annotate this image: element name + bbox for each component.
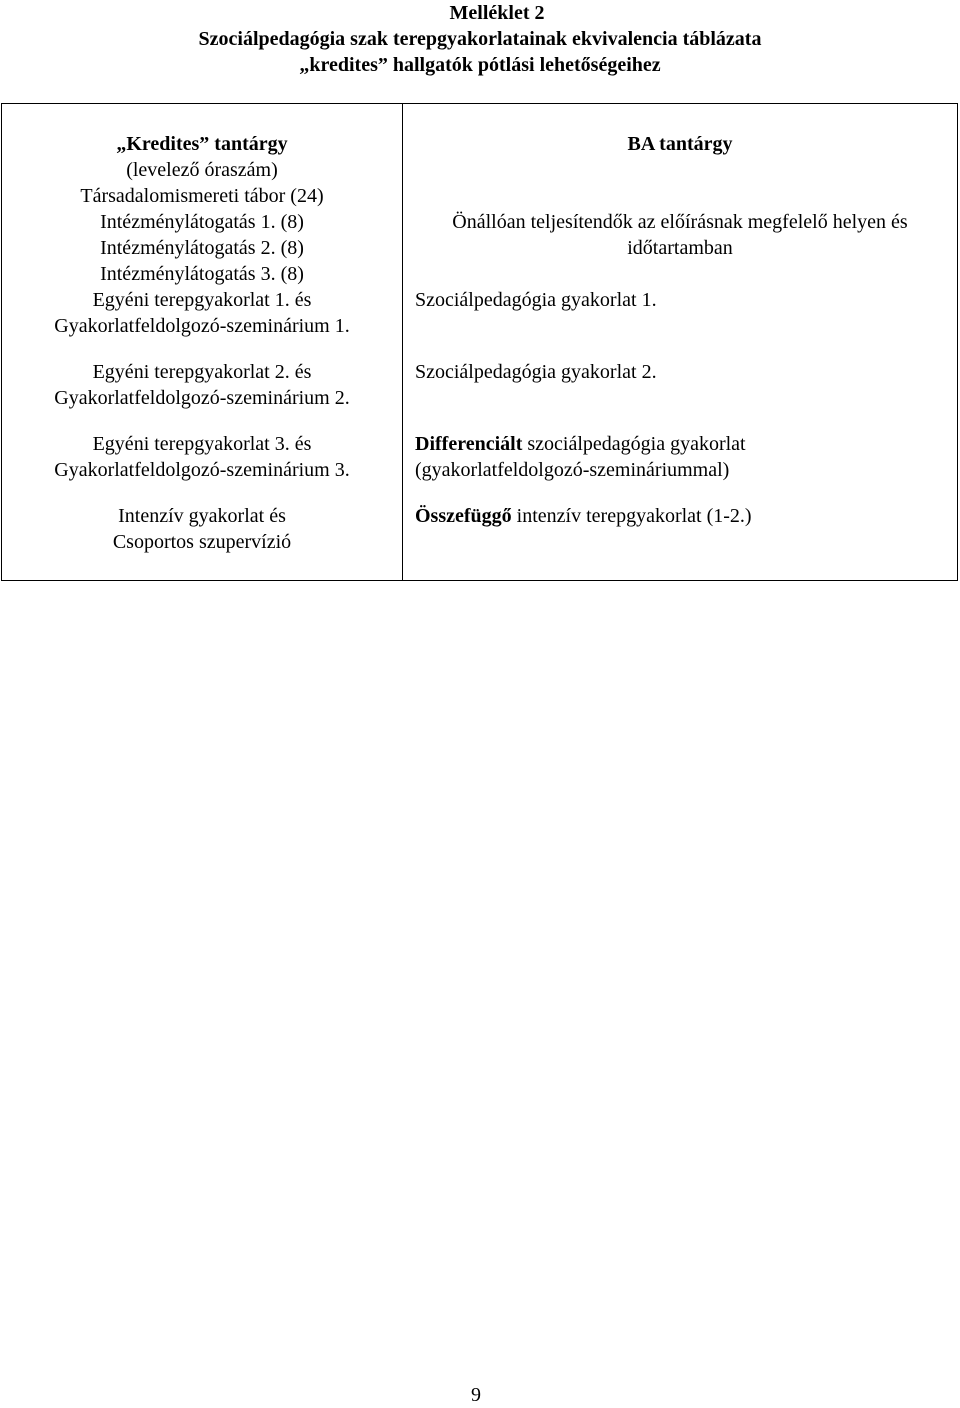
kredites-item: Intézménylátogatás 3. (8) xyxy=(100,263,304,285)
ba-note-line: időtartamban xyxy=(627,237,733,259)
ba-item: Szociálpedagógia gyakorlat 1. xyxy=(415,289,657,311)
kredites-item: Társadalomismereti tábor (24) xyxy=(80,185,324,207)
equivalence-table xyxy=(1,103,958,581)
ba-item-emphasis: Összefüggő xyxy=(415,505,512,527)
annex-label: Melléklet 2 xyxy=(449,2,545,24)
ba-item xyxy=(403,431,957,457)
kredites-column-subheading: (levelező óraszám) xyxy=(126,159,278,181)
document-title-block xyxy=(0,0,960,78)
ba-item-text: intenzív terepgyakorlat (1-2.) xyxy=(511,505,752,527)
ba-item-emphasis: Differenciált xyxy=(415,433,523,455)
document-subtitle: „kredites” hallgatók pótlási lehetőségeihez xyxy=(299,54,661,76)
page-number: 9 xyxy=(471,1384,481,1406)
kredites-item: Egyéni terepgyakorlat 2. és xyxy=(92,361,312,383)
ba-note-line: Önállóan teljesítendők az előírásnak megfelelő helyen és xyxy=(452,211,908,233)
kredites-item: Gyakorlatfeldolgozó-szeminárium 3. xyxy=(54,459,350,481)
kredites-item: Intézménylátogatás 1. (8) xyxy=(100,211,304,233)
kredites-item: Egyéni terepgyakorlat 3. és xyxy=(92,433,312,455)
ba-item-text: szociálpedagógia gyakorlat xyxy=(522,433,746,455)
ba-column-heading: BA tantárgy xyxy=(627,133,733,155)
kredites-item: Csoportos szupervízió xyxy=(112,531,292,553)
kredites-column-heading: „Kredites” tantárgy xyxy=(116,133,288,155)
ba-item: (gyakorlatfeldolgozó-szemináriummal) xyxy=(415,459,730,481)
kredites-item: Gyakorlatfeldolgozó-szeminárium 2. xyxy=(54,387,350,409)
kredites-item: Gyakorlatfeldolgozó-szeminárium 1. xyxy=(54,315,350,337)
kredites-item: Intézménylátogatás 2. (8) xyxy=(100,237,304,259)
kredites-item: Intenzív gyakorlat és xyxy=(118,505,286,527)
kredites-item: Egyéni terepgyakorlat 1. és xyxy=(92,289,312,311)
ba-item xyxy=(403,503,957,529)
ba-column xyxy=(403,104,958,581)
kredites-column xyxy=(2,104,403,581)
ba-item: Szociálpedagógia gyakorlat 2. xyxy=(415,361,657,383)
document-title: Szociálpedagógia szak terepgyakorlatainak ekvivalencia táblázata xyxy=(198,28,762,50)
